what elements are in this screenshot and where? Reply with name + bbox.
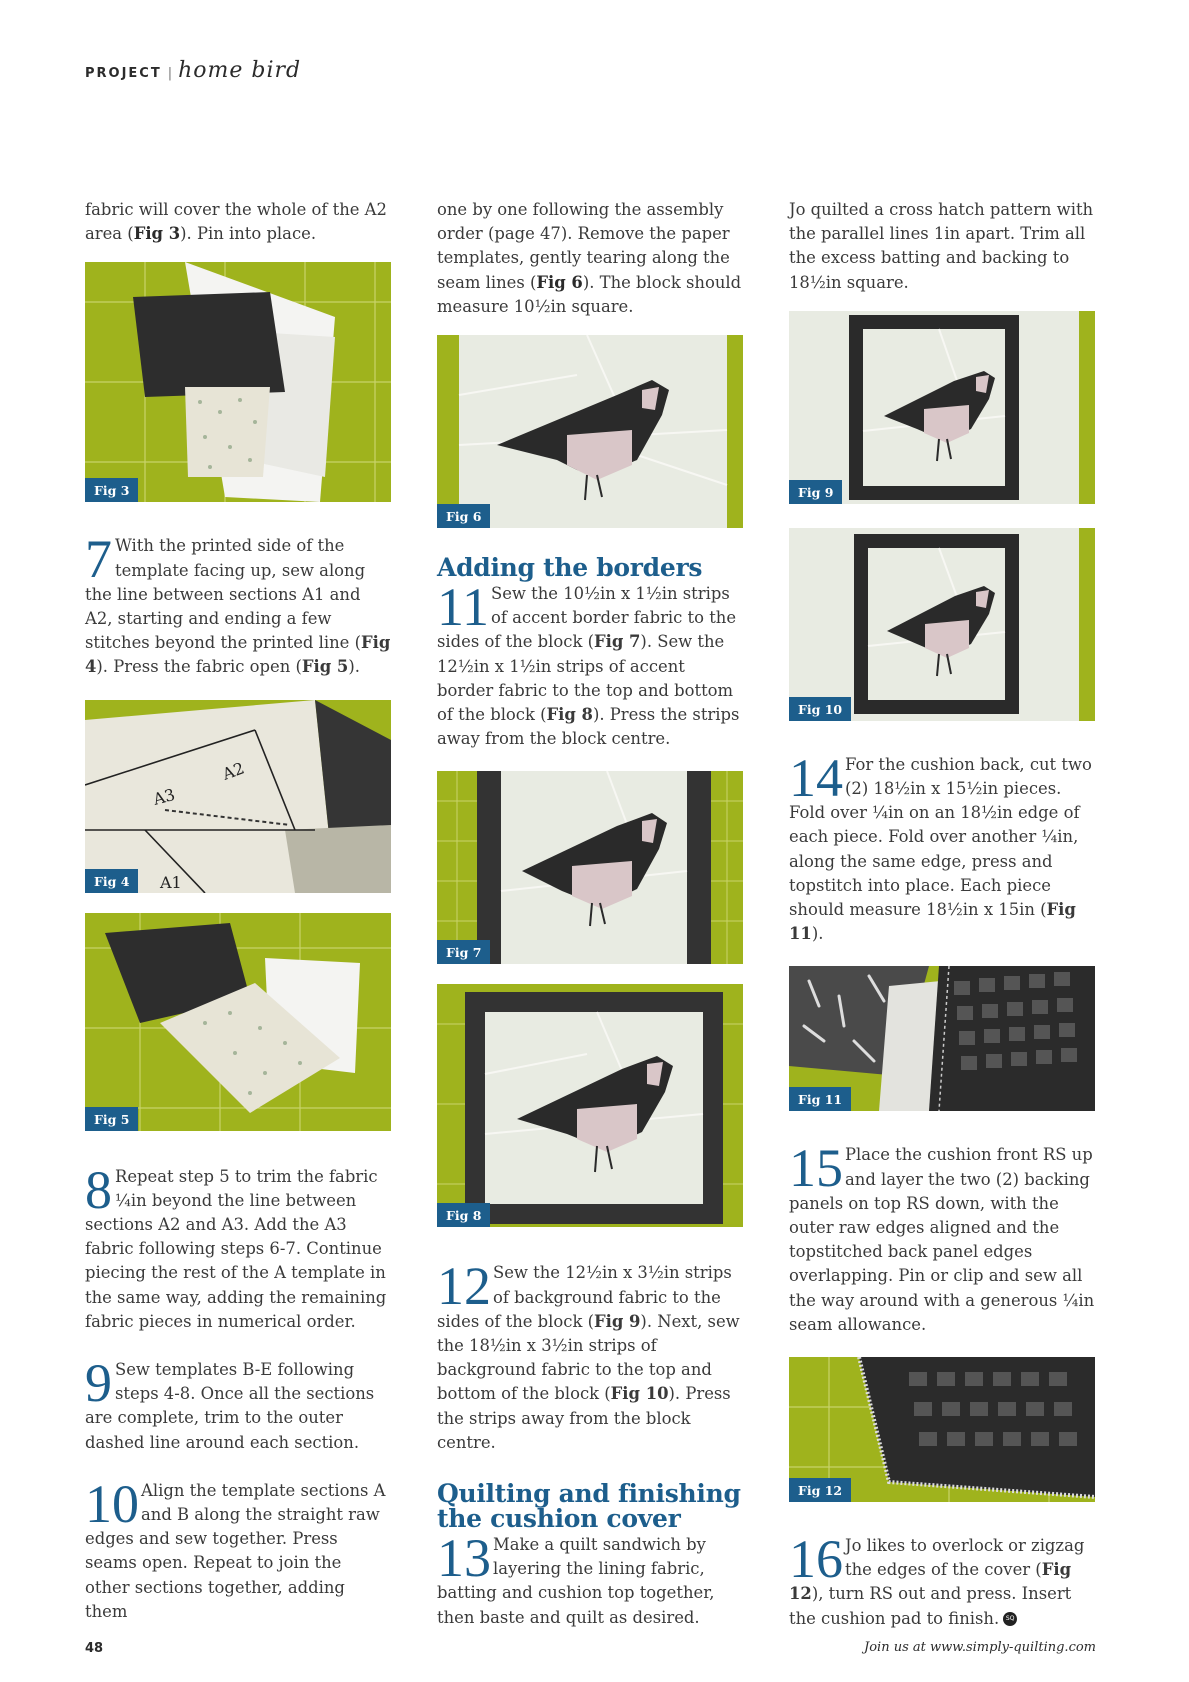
figure-10-caption: Fig 10	[789, 697, 851, 721]
end-of-article-icon: SQ	[1003, 1612, 1017, 1626]
figure-4	[85, 700, 391, 893]
figure-9-caption: Fig 9	[789, 480, 842, 504]
step-10: 10 Align the template sections A and B along the straight raw edges and sew together. Press seams open. Repeat to join the other sections together, adding them	[85, 1473, 386, 1621]
step-10-number: 10	[85, 1473, 139, 1534]
step-15-number: 15	[789, 1138, 843, 1199]
figure-12-caption: Fig 12	[789, 1478, 851, 1502]
fig4-label-a1: A1	[160, 872, 182, 892]
col1-intro: fabric will cover the whole of the A2 area (Fig 3). Pin into place.	[85, 200, 387, 244]
header-title: home bird	[178, 58, 302, 83]
step-12: 12 Sew the 12½in x 3½in strips of background fabric to the sides of the block (Fig 9). Next, sew the 18½in x 3½in strips of background fabric to the top and bottom of the block (Fig 10). Press the strips away from the block centre.	[437, 1256, 740, 1452]
column-3	[789, 198, 1095, 1631]
step-14-number: 14	[789, 747, 843, 808]
fig4-label-a2: A2	[219, 758, 247, 784]
figure-7	[437, 771, 743, 964]
figure-6	[437, 335, 743, 528]
step-14: 14 For the cushion back, cut two (2) 18½in x 15½in pieces. Fold over ¼in on an 18½in edge of each piece. Fold over another ¼in, along the same edge, press and topstitch into place. Each piece should measure 18½in x 15in (Fig 11).	[789, 747, 1092, 944]
header-section: PROJECT	[85, 66, 162, 81]
step-9: 9 Sew templates B-E following steps 4-8. Once all the sections are complete, trim to the outer dashed line around each section.	[85, 1353, 375, 1452]
step-7: 7 With the printed side of the template facing up, sew along the line between sections A1 and A2, starting and ending a few stitches beyond the printed line (Fig 4). Press the fabric open (Fig 5).	[85, 529, 391, 677]
header-separator: |	[167, 66, 173, 81]
column-1	[85, 198, 391, 1624]
figure-5	[85, 913, 391, 1131]
running-header	[85, 58, 301, 83]
figure-4-caption: Fig 4	[85, 869, 138, 893]
figure-3-caption: Fig 3	[85, 478, 138, 502]
figure-7-caption: Fig 7	[437, 940, 490, 964]
step-15: 15 Place the cushion front RS up and layer the two (2) backing panels on top RS down, with the outer raw edges aligned and the topstitched back panel edges overlapping. Pin or clip and sew all the way around with a generous ¼in seam allowance.	[789, 1138, 1095, 1334]
step-13-number: 13	[437, 1528, 491, 1589]
fig4-label-a3: A3	[151, 784, 178, 809]
step-13: 13 Make a quilt sandwich by layering the lining fabric, batting and cushion top together, then baste and quilt as desired.	[437, 1528, 715, 1627]
footer-website: Join us at www.simply-quilting.com	[864, 1640, 1096, 1655]
col2-intro: one by one following the assembly order (page 47). Remove the paper templates, gently tearing along the seam lines (Fig 6). The block should measure 10½in square.	[437, 200, 742, 316]
column-2	[437, 198, 743, 1630]
step-7-number: 7	[85, 529, 112, 590]
figure-5-caption: Fig 5	[85, 1107, 138, 1131]
step-11: 11 Sew the 10½in x 1½in strips of accent border fabric to the sides of the block (Fig 7). Sew the 12½in x 1½in strips of accent border fabric to the top and bottom of the block (Fig 8). Press the strips away from the block centre.	[437, 577, 740, 749]
figure-10	[789, 528, 1095, 721]
heading-adding-borders: Adding the borders	[437, 553, 703, 583]
figure-11-caption: Fig 11	[789, 1087, 851, 1111]
step-12-number: 12	[437, 1256, 491, 1317]
step-9-number: 9	[85, 1353, 112, 1414]
col3-intro: Jo quilted a cross hatch pattern with the parallel lines 1in apart. Trim all the excess batting and backing to 18½in square.	[789, 200, 1094, 292]
step-11-number: 11	[437, 577, 489, 638]
figure-12	[789, 1357, 1095, 1502]
step-8-number: 8	[85, 1159, 112, 1220]
figure-6-caption: Fig 6	[437, 504, 490, 528]
figure-11	[789, 966, 1095, 1111]
figure-9	[789, 311, 1095, 504]
page-number: 48	[85, 1641, 104, 1656]
figure-8-caption: Fig 8	[437, 1203, 490, 1227]
figure-8	[437, 984, 743, 1227]
step-8: 8 Repeat step 5 to trim the fabric ¼in beyond the line between sections A2 and A3. Add the A3 fabric following steps 6-7. Continue piecing the rest of the A template in the same way, adding the remaining fabric pieces in numerical order.	[85, 1159, 387, 1331]
heading-quilting-finishing: Quilting and finishing the cushion cover	[437, 1479, 741, 1534]
step-16-number: 16	[789, 1529, 843, 1590]
step-16: 16 Jo likes to overlock or zigzag the edges of the cover (Fig 12), turn RS out and press. Insert the cushion pad to finish. SQ	[789, 1529, 1085, 1628]
figure-3	[85, 262, 391, 502]
